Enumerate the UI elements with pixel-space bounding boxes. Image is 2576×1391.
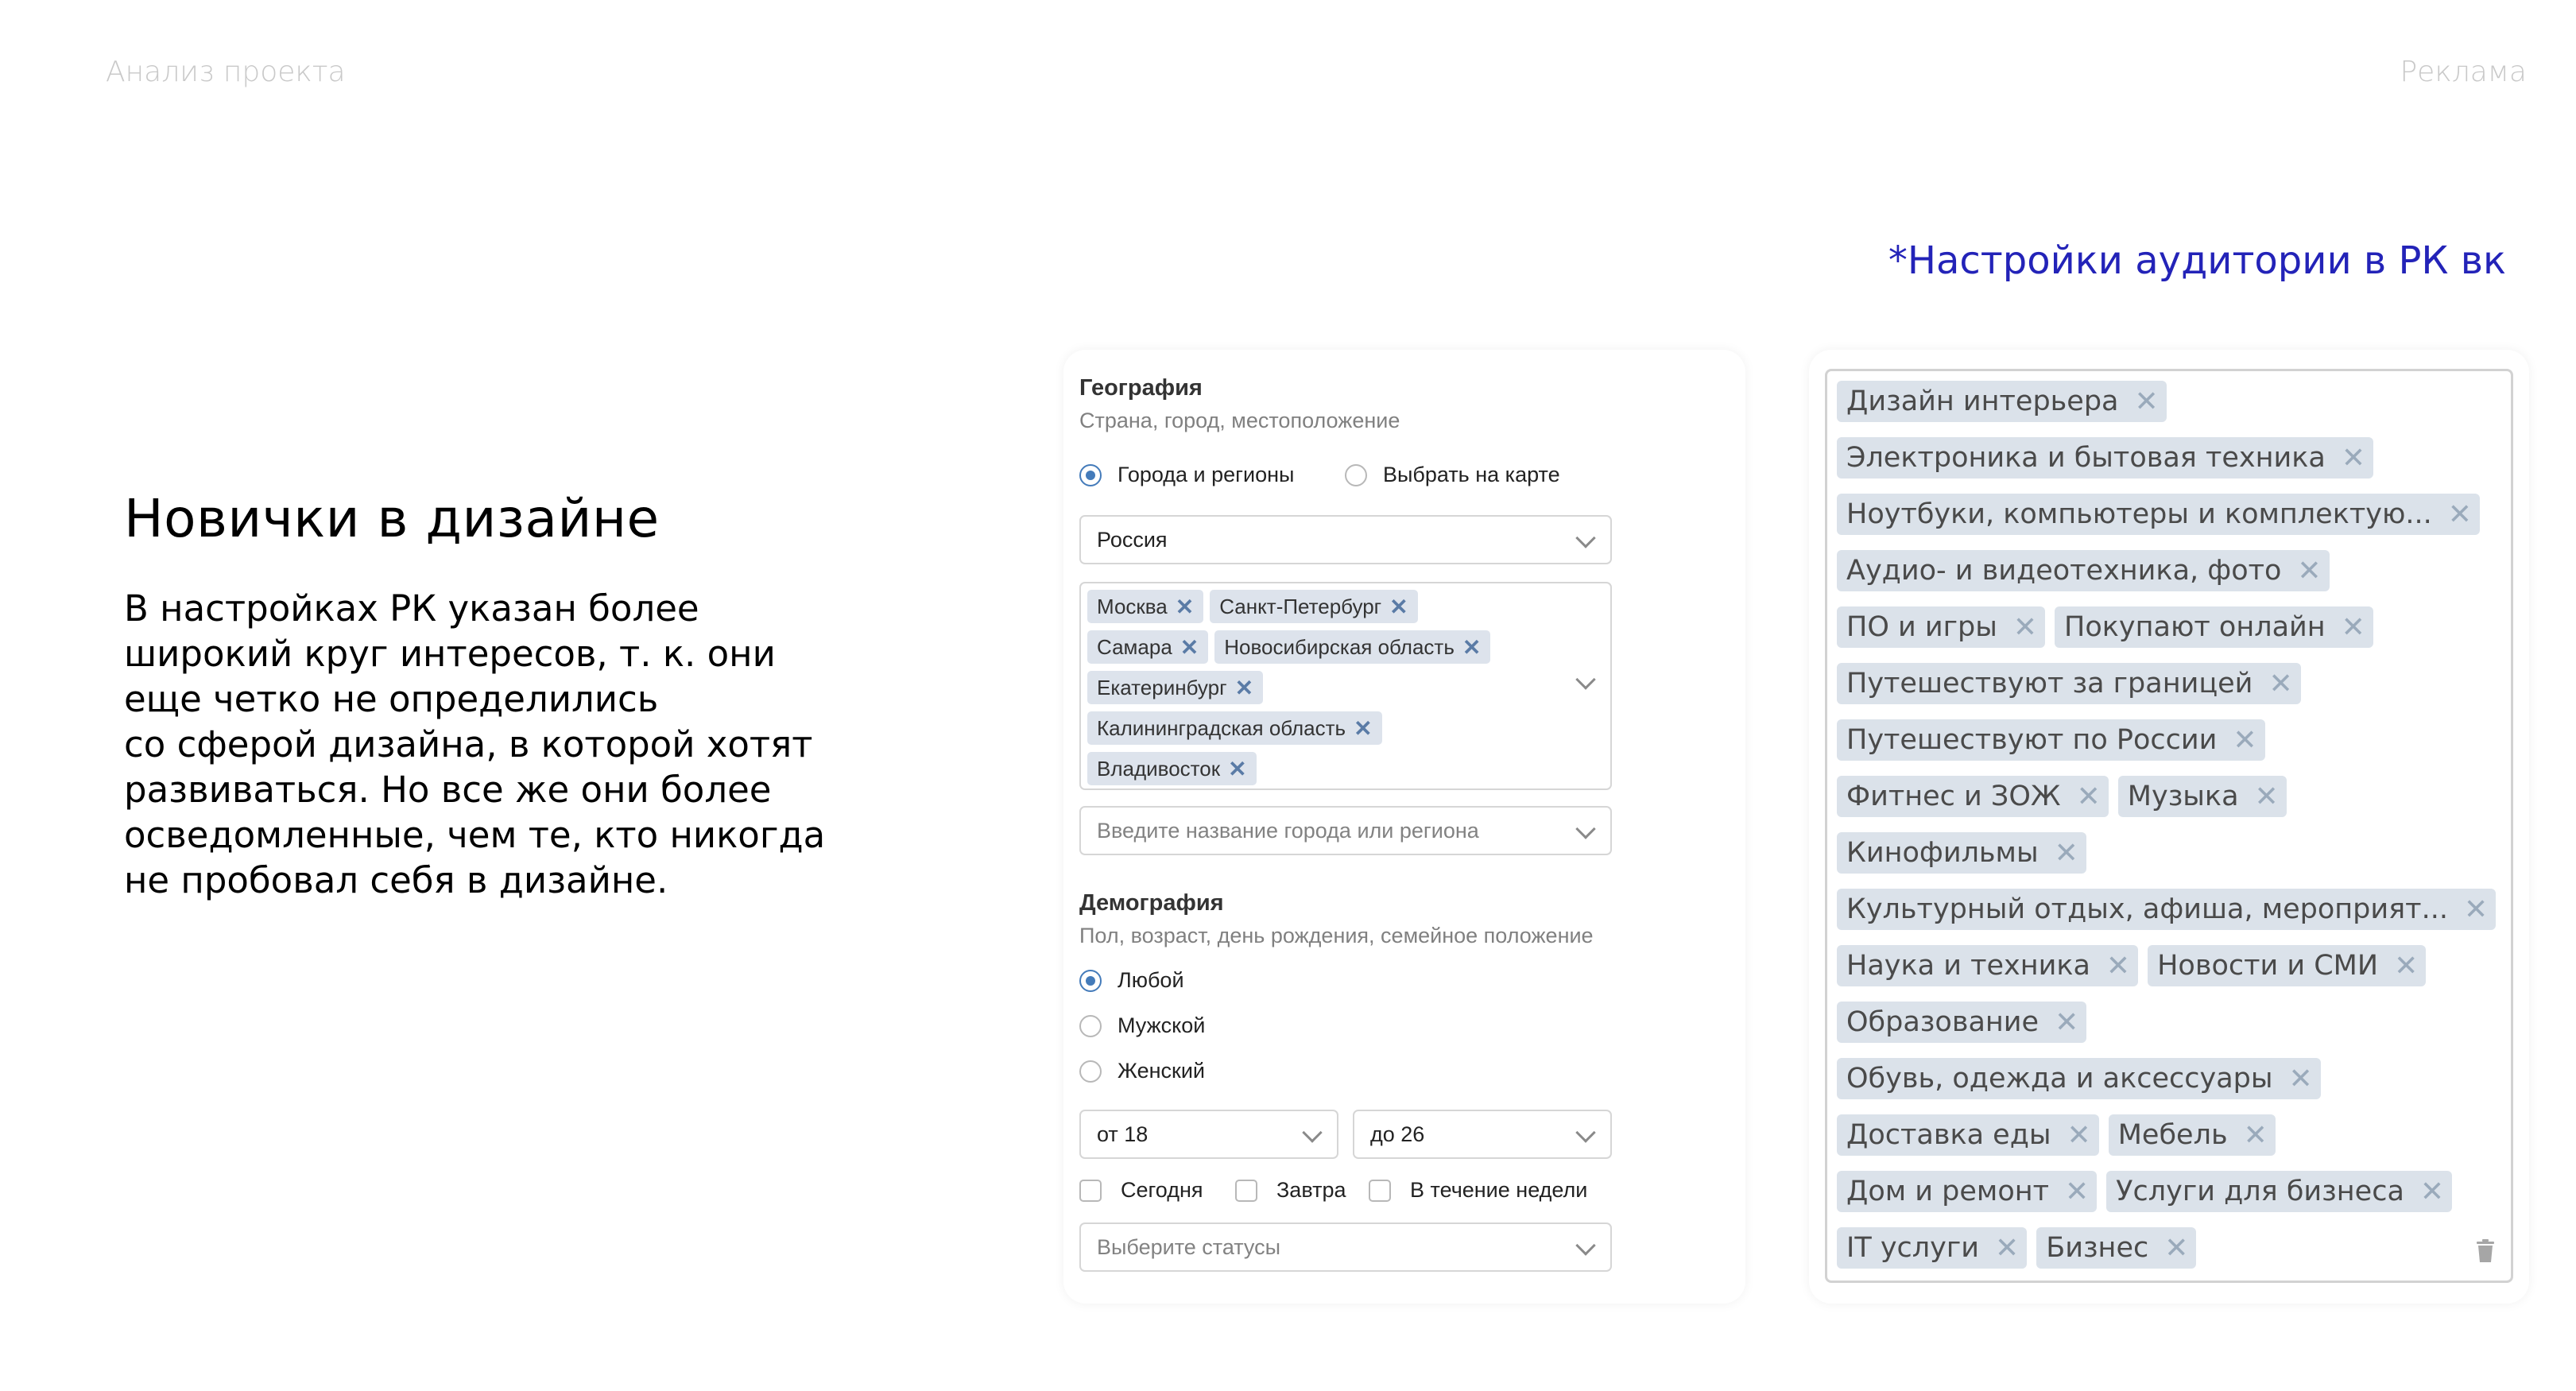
selected-interests-box: [1825, 369, 2513, 1283]
city-tag-label: Москва: [1097, 594, 1168, 618]
interest-tag[interactable]: [2055, 606, 2373, 648]
radio-label: Выбрать на карте: [1383, 463, 1560, 486]
checkbox-birthday-week[interactable]: [1369, 1178, 1587, 1203]
interest-tag-label: Доставка еды: [1846, 1119, 2051, 1151]
radio-selected-icon: [1079, 970, 1102, 992]
checkbox-icon: [1369, 1180, 1391, 1202]
close-icon[interactable]: ✕: [1228, 756, 1247, 781]
close-icon[interactable]: ✕: [2419, 1175, 2445, 1208]
status-placeholder: Выберите статусы: [1097, 1234, 1281, 1259]
interests-panel: [1809, 350, 2529, 1304]
radio-select-on-map[interactable]: [1345, 463, 1560, 487]
header-project-analysis: Анализ проекта: [106, 56, 346, 88]
interest-tag-label: Обувь, одежда и аксессуары: [1846, 1063, 2273, 1095]
close-icon[interactable]: ✕: [1389, 594, 1408, 619]
close-icon[interactable]: ✕: [2288, 1062, 2313, 1095]
city-tag-label: Калининградская область: [1097, 715, 1346, 740]
radio-gender-male[interactable]: [1079, 1013, 1205, 1038]
interest-tag[interactable]: [2106, 1171, 2452, 1212]
country-select[interactable]: [1079, 515, 1612, 564]
close-icon[interactable]: ✕: [2233, 723, 2257, 757]
city-tag[interactable]: [1210, 590, 1417, 623]
interest-tag[interactable]: [1837, 381, 2167, 422]
audience-settings-caption: *Настройки аудитории в РК вк: [1888, 238, 2506, 283]
demography-subtitle: Пол, возраст, день рождения, семейное положение: [1079, 924, 1594, 947]
city-tag-label: Владивосток: [1097, 756, 1221, 781]
interest-tag-label: Кинофильмы: [1846, 837, 2039, 869]
close-icon[interactable]: ✕: [2268, 667, 2293, 700]
radio-selected-icon: [1079, 464, 1102, 486]
age-to-select[interactable]: [1353, 1110, 1612, 1159]
description-line: развиваться. Но все же они более: [124, 769, 772, 811]
chevron-down-icon: [1302, 1122, 1322, 1142]
interest-tag-label: Дом и ремонт: [1846, 1176, 2049, 1207]
segment-title: Новички в дизайне: [124, 488, 660, 549]
header-advertising: Реклама: [2400, 56, 2527, 88]
city-tag-label: Екатеринбург: [1097, 675, 1227, 699]
radio-cities-regions[interactable]: [1079, 463, 1294, 487]
city-tag[interactable]: [1087, 671, 1263, 704]
close-icon[interactable]: ✕: [2297, 554, 2322, 587]
interest-tag[interactable]: [1837, 1227, 2027, 1269]
interest-tag-label: Путешествуют за границей: [1846, 668, 2253, 699]
interest-tag[interactable]: [1837, 437, 2373, 479]
close-icon[interactable]: ✕: [2105, 949, 2131, 982]
interest-tag[interactable]: [1837, 832, 2086, 874]
interest-tag-label: Ноутбуки, компьютеры и комплектую...: [1846, 498, 2432, 530]
targeting-settings-panel: [1063, 350, 1745, 1304]
close-icon[interactable]: ✕: [2134, 385, 2159, 418]
close-icon[interactable]: ✕: [2341, 610, 2365, 644]
radio-icon: [1079, 1015, 1102, 1037]
interest-tag[interactable]: [1837, 550, 2330, 591]
city-search-input[interactable]: [1079, 806, 1612, 855]
city-tag[interactable]: [1087, 752, 1257, 785]
city-tag[interactable]: [1087, 711, 1382, 745]
close-icon[interactable]: ✕: [2054, 836, 2078, 870]
chevron-down-icon: [1575, 819, 1595, 839]
radio-icon: [1345, 464, 1367, 486]
chevron-down-icon: [1575, 1122, 1595, 1142]
close-icon[interactable]: ✕: [2254, 780, 2279, 813]
checkbox-label: Завтра: [1276, 1178, 1346, 1202]
checkbox-birthday-tomorrow[interactable]: [1235, 1178, 1346, 1203]
interest-tag-label: IT услуги: [1846, 1232, 1980, 1264]
description-line: В настройках РК указан более: [124, 587, 699, 630]
description-line: широкий круг интересов, т. к. они: [124, 633, 776, 675]
geography-title: География: [1079, 375, 1203, 401]
close-icon[interactable]: ✕: [2055, 1005, 2079, 1039]
interest-tag[interactable]: [1837, 776, 2109, 817]
radio-gender-female[interactable]: [1079, 1059, 1205, 1083]
description-line: осведомленные, чем те, кто никогда: [124, 814, 826, 856]
interest-tag[interactable]: [1837, 1171, 2097, 1212]
interest-tag-label: ПО и игры: [1846, 611, 1997, 643]
interest-tag-label: Новости и СМИ: [2157, 950, 2379, 982]
checkbox-label: Сегодня: [1121, 1178, 1203, 1202]
segment-description: [124, 586, 839, 903]
country-value: Россия: [1097, 527, 1168, 552]
interest-tag-label: Услуги для бизнеса: [2116, 1176, 2404, 1207]
demography-title: Демография: [1079, 890, 1224, 916]
city-tag[interactable]: [1214, 630, 1490, 664]
description-line: еще четко не определились: [124, 678, 659, 720]
interest-tag-label: Фитнес и ЗОЖ: [1846, 781, 2061, 812]
close-icon[interactable]: ✕: [2067, 1118, 2091, 1152]
radio-label: Любой: [1118, 968, 1184, 992]
close-icon[interactable]: ✕: [2065, 1175, 2090, 1208]
city-tag-label: Новосибирская область: [1224, 634, 1455, 659]
interest-tag[interactable]: [1837, 719, 2265, 761]
interest-tag[interactable]: [2118, 776, 2287, 817]
age-to-value: до 26: [1370, 1122, 1425, 1146]
close-icon[interactable]: ✕: [1234, 675, 1254, 700]
close-icon[interactable]: ✕: [2012, 610, 2038, 644]
city-tag[interactable]: [1087, 630, 1208, 664]
close-icon[interactable]: ✕: [2463, 893, 2489, 926]
interest-tag-label: Музыка: [2127, 781, 2239, 812]
chevron-down-icon: [1575, 1235, 1595, 1255]
interest-tag-label: Аудио- и видеотехника, фото: [1846, 555, 2282, 587]
close-icon[interactable]: ✕: [1175, 594, 1195, 619]
radio-gender-any[interactable]: [1079, 968, 1184, 993]
interest-tag[interactable]: [1837, 494, 2480, 535]
interest-tag[interactable]: [1837, 1058, 2321, 1099]
interest-tag-label: Покупают онлайн: [2064, 611, 2326, 643]
interest-tag[interactable]: [2036, 1227, 2196, 1269]
description-line: со сферой дизайна, в которой хотят: [124, 723, 813, 765]
description-line: не пробовал себя в дизайне.: [124, 859, 668, 901]
geography-subtitle: Страна, город, местоположение: [1079, 409, 1400, 432]
interest-tag[interactable]: [2109, 1114, 2276, 1156]
radio-label: Города и регионы: [1118, 463, 1295, 486]
city-search-placeholder: Введите название города или региона: [1097, 818, 1479, 843]
close-icon[interactable]: ✕: [1180, 634, 1199, 660]
chevron-down-icon[interactable]: [1575, 669, 1595, 689]
interest-tag-label: Электроника и бытовая техника: [1846, 442, 2326, 474]
close-icon[interactable]: ✕: [2243, 1118, 2268, 1152]
age-from-value: от 18: [1097, 1122, 1149, 1146]
status-select[interactable]: [1079, 1222, 1612, 1272]
radio-icon: [1079, 1060, 1102, 1083]
interest-tag-label: Наука и техника: [1846, 950, 2090, 982]
close-icon[interactable]: ✕: [1354, 715, 1373, 741]
city-tag[interactable]: [1087, 590, 1203, 623]
close-icon[interactable]: ✕: [1462, 634, 1482, 660]
interest-tag[interactable]: [2148, 945, 2426, 986]
interest-tag-label: Образование: [1846, 1006, 2039, 1038]
interest-tag[interactable]: [1837, 1002, 2086, 1043]
close-icon[interactable]: ✕: [2076, 780, 2101, 813]
checkbox-label: В течение недели: [1410, 1178, 1588, 1202]
checkbox-icon: [1079, 1180, 1102, 1202]
trash-icon[interactable]: [2476, 1239, 2495, 1263]
chevron-down-icon: [1575, 528, 1595, 548]
city-tag-label: Самара: [1097, 634, 1172, 659]
city-tag-label: Санкт-Петербург: [1219, 594, 1382, 618]
radio-label: Женский: [1118, 1059, 1206, 1083]
interest-tag-label: Путешествуют по России: [1846, 724, 2218, 756]
interest-tag-label: Бизнес: [2046, 1232, 2149, 1264]
close-icon[interactable]: ✕: [2447, 498, 2472, 531]
close-icon[interactable]: ✕: [1995, 1231, 2020, 1265]
interest-tag[interactable]: [1837, 1114, 2099, 1156]
close-icon[interactable]: ✕: [2164, 1231, 2189, 1265]
radio-label: Мужской: [1118, 1013, 1206, 1037]
checkbox-birthday-today[interactable]: [1079, 1178, 1203, 1203]
interest-tag[interactable]: [1837, 606, 2045, 648]
close-icon[interactable]: ✕: [2341, 441, 2366, 475]
interest-tag[interactable]: [1837, 663, 2301, 704]
interest-tag[interactable]: [1837, 945, 2138, 986]
interest-tag[interactable]: [1837, 889, 2496, 930]
interest-tag-label: Культурный отдых, афиша, мероприят...: [1846, 893, 2448, 925]
selected-cities-box: [1079, 582, 1612, 790]
interest-tag-label: Мебель: [2117, 1119, 2228, 1151]
interest-tag-label: Дизайн интерьера: [1846, 386, 2119, 417]
close-icon[interactable]: ✕: [2394, 949, 2419, 982]
checkbox-icon: [1235, 1180, 1257, 1202]
age-from-select[interactable]: [1079, 1110, 1338, 1159]
